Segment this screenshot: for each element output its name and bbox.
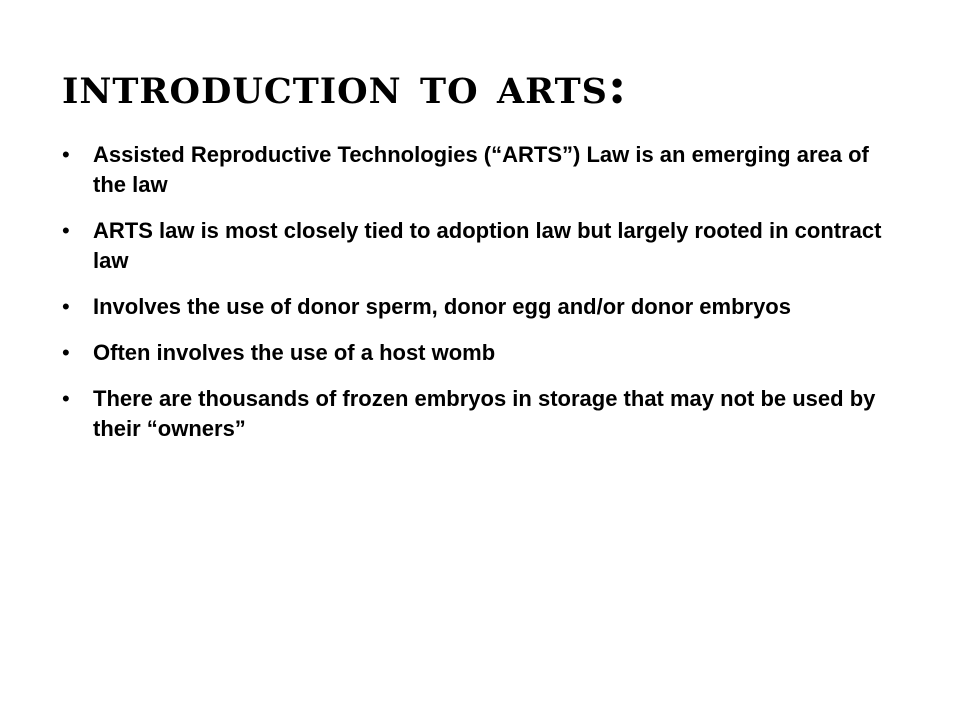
bullet-list bbox=[62, 140, 882, 460]
list-item bbox=[62, 338, 882, 368]
bullet-text: There are thousands of frozen embryos in storage that may not be used by their “owners” bbox=[93, 386, 876, 441]
bullet-text: ARTS law is most closely tied to adoption law but largely rooted in contract law bbox=[93, 218, 882, 273]
list-item bbox=[62, 384, 882, 444]
bullet-icon: • bbox=[62, 142, 70, 167]
bullet-icon: • bbox=[62, 340, 70, 365]
bullet-text: Assisted Reproductive Technologies (“ARTS”) Law is an emerging area of the law bbox=[93, 142, 869, 197]
bullet-text: Involves the use of donor sperm, donor egg and/or donor embryos bbox=[93, 294, 791, 319]
bullet-text: Often involves the use of a host womb bbox=[93, 340, 496, 365]
list-item bbox=[62, 216, 882, 276]
list-item bbox=[62, 292, 882, 322]
bullet-icon: • bbox=[62, 386, 70, 411]
list-item bbox=[62, 140, 882, 200]
slide-title: introduction to arts: bbox=[62, 56, 628, 115]
bullet-icon: • bbox=[62, 294, 70, 319]
bullet-icon: • bbox=[62, 218, 70, 243]
